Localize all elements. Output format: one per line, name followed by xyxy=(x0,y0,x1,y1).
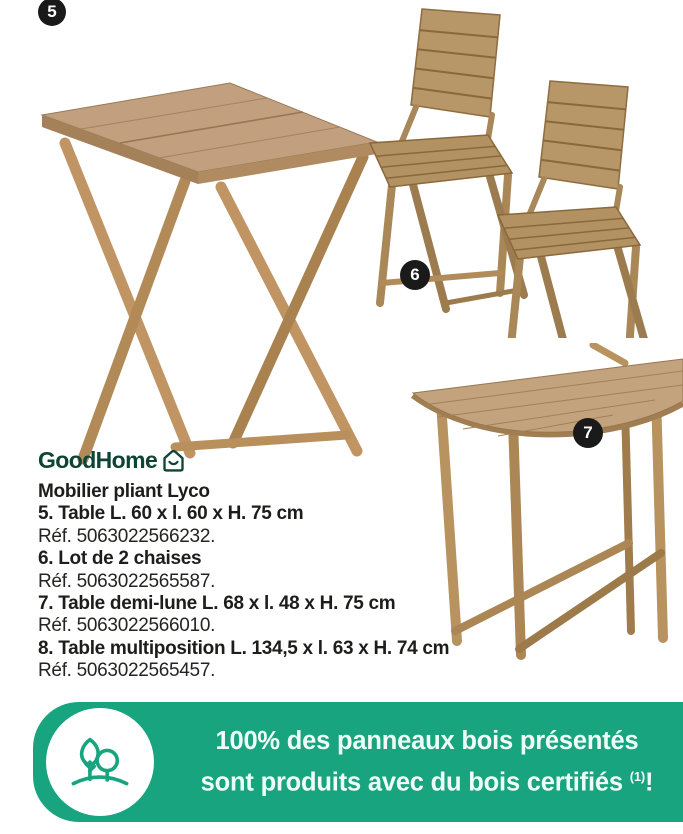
product-ref-6: Réf. 5063022565587. xyxy=(38,570,216,592)
trees-icon xyxy=(64,726,136,798)
product-ref-5: Réf. 5063022566232. xyxy=(38,525,216,547)
banner-footnote: (1) xyxy=(629,768,646,784)
product-name-5: 5. Table L. 60 x l. 60 x H. 75 cm xyxy=(38,503,304,525)
product-info xyxy=(38,481,598,683)
goodhome-logo xyxy=(38,446,187,475)
banner-line-2: sont produits avec du bois certifiés $^{(1)}$! xyxy=(200,768,654,797)
certified-wood-banner xyxy=(33,702,683,822)
banner-icon-circle xyxy=(46,708,154,816)
banner-text xyxy=(175,702,679,822)
house-icon xyxy=(160,446,187,475)
product-name-7: 7. Table demi-lune L. 68 x l. 48 x H. 75 cm xyxy=(38,593,396,615)
product-ref-7: Réf. 5063022566010. xyxy=(38,615,216,637)
goodhome-logo-text: GoodHome xyxy=(38,447,158,473)
photo-badge-7: 7 xyxy=(573,418,603,448)
banner-line-1: 100% des panneaux bois présentés xyxy=(215,726,639,755)
collection-title: Mobilier pliant Lyco xyxy=(38,481,210,502)
photo-badge-6: 6 xyxy=(400,260,430,290)
folding-table-photo xyxy=(25,53,380,478)
product-name-8: 8. Table multiposition L. 134,5 x l. 63 x H. 74 cm xyxy=(38,637,450,659)
product-ref-8: Réf. 5063022565457. xyxy=(38,660,216,682)
product-name-6: 6. Lot de 2 chaises xyxy=(38,548,202,570)
photo-badge-5: 5 xyxy=(38,0,66,26)
